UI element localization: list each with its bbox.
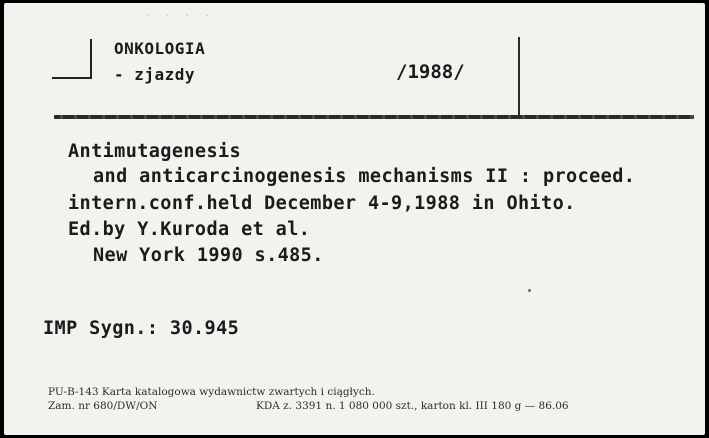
date-code: /1988/ [396, 61, 465, 83]
vertical-separator [518, 37, 520, 117]
entry-line-5: New York 1990 s.485. [93, 245, 324, 266]
footer-form-title: PU-B-143 Karta katalogowa wydawnictw zwartych i ciągłych. [48, 386, 375, 398]
entry-line-1: Antimutagenesis [68, 141, 242, 162]
call-number: IMP Sygn.: 30.945 [43, 318, 240, 339]
entry-line-2: and anticarcinogenesis mechanisms II : proceed. [93, 166, 636, 187]
ink-speck [528, 289, 531, 292]
subject-heading: ONKOLOGIA [114, 39, 206, 58]
entry-line-4: Ed.by Y.Kuroda et al. [68, 219, 311, 240]
footer-print-info: KDA z. 3391 n. 1 080 000 szt., karton kl. III 180 g — 86.06 [256, 400, 569, 412]
corner-bracket-horizontal [52, 77, 92, 79]
show-through-marks: · · · · [144, 9, 213, 24]
corner-bracket-vertical [90, 39, 92, 79]
entry-line-3: intern.conf.held December 4-9,1988 in Ohito. [68, 193, 576, 214]
catalog-card [4, 3, 705, 435]
horizontal-separator [54, 115, 694, 119]
footer-order-number: Zam. nr 680/DW/ON [48, 400, 158, 412]
subject-subheading: - zjazdy [114, 65, 196, 84]
